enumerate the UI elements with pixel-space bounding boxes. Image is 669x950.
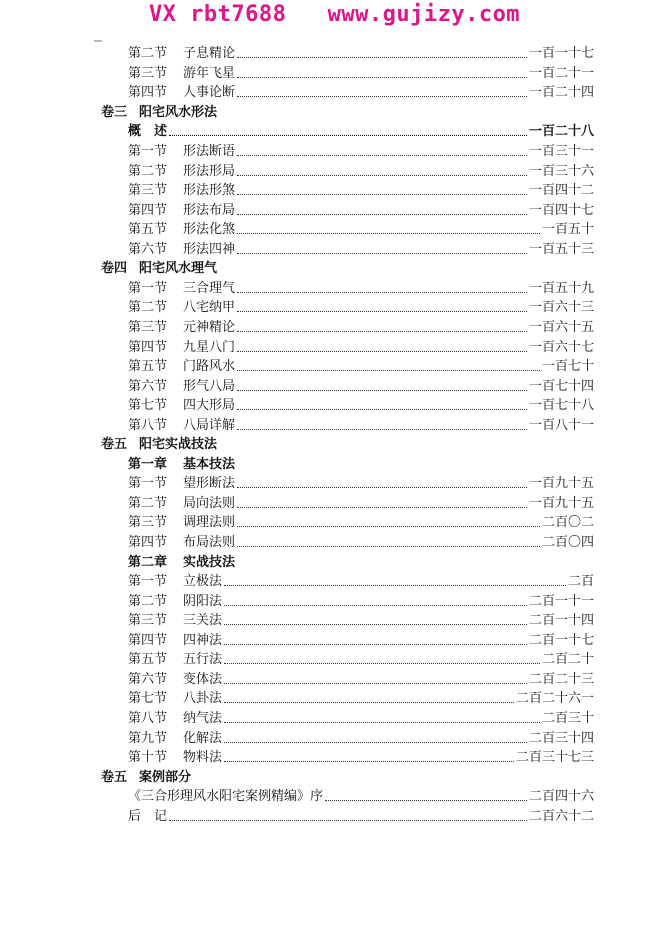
toc-entry-title: 八局详解 bbox=[183, 417, 236, 433]
dot-leader bbox=[237, 292, 527, 293]
dot-leader bbox=[224, 683, 527, 684]
toc-entry-page: 一百二十一 bbox=[528, 65, 594, 81]
toc-entry bbox=[128, 200, 594, 220]
toc-entry-number: 第二章 bbox=[128, 554, 168, 570]
toc-entry-page: 二百六十二 bbox=[528, 808, 594, 824]
toc-entry-number: 卷三 bbox=[101, 104, 128, 120]
toc-entry bbox=[128, 670, 594, 690]
dot-leader bbox=[237, 390, 527, 391]
toc-entry bbox=[128, 161, 594, 181]
toc-entry-title: 物料法 bbox=[183, 750, 223, 766]
toc-entry bbox=[128, 494, 594, 514]
toc-entry-number: 第三节 bbox=[128, 515, 168, 531]
toc-entry-number: 卷四 bbox=[101, 261, 128, 277]
dot-leader bbox=[224, 585, 566, 586]
dot-leader bbox=[237, 77, 527, 78]
toc-entry-page: 一百七十 bbox=[541, 359, 594, 375]
toc-entry-title: 《三合形理风水阳宅案例精编》序 bbox=[128, 789, 324, 805]
toc-entry-page: 二百〇二 bbox=[541, 515, 594, 531]
dot-leader bbox=[237, 546, 540, 547]
dot-leader bbox=[237, 155, 527, 156]
toc-entry-title: 形法布局 bbox=[183, 202, 236, 218]
toc-entry-page: 一百五十九 bbox=[528, 280, 594, 296]
toc-entry-title: 形法化煞 bbox=[183, 222, 236, 238]
dot-leader bbox=[237, 487, 527, 488]
toc-entry-title: 五行法 bbox=[183, 652, 223, 668]
toc-entry-title: 基本技法 bbox=[183, 456, 236, 472]
toc-entry-page: 一百二十八 bbox=[528, 124, 594, 140]
toc-entry-number: 第一节 bbox=[128, 574, 168, 590]
toc-entry-page: 一百四十二 bbox=[528, 183, 594, 199]
toc-entry-page: 一百六十五 bbox=[528, 319, 594, 335]
toc-entry bbox=[128, 415, 594, 435]
toc-entry bbox=[128, 220, 594, 240]
toc-entry-title: 实战技法 bbox=[183, 554, 236, 570]
toc-chapter-heading bbox=[128, 455, 594, 475]
toc-entry-title: 形法形局 bbox=[183, 163, 236, 179]
toc-entry-page: 二百一十四 bbox=[528, 613, 594, 629]
toc-entry-page: 一百一十七 bbox=[528, 46, 594, 62]
toc-entry-number: 第五节 bbox=[128, 359, 168, 375]
toc-entry-number: 第四节 bbox=[128, 535, 168, 551]
toc-entry bbox=[128, 318, 594, 338]
toc-volume-heading bbox=[101, 259, 594, 279]
dot-leader bbox=[224, 663, 540, 664]
toc-entry-title: 形法四神 bbox=[183, 241, 236, 257]
toc-entry-title: 九星八门 bbox=[183, 339, 236, 355]
toc-entry-title: 阴阳法 bbox=[183, 593, 223, 609]
toc-entry-number: 卷五 bbox=[101, 769, 128, 785]
toc-entry-number: 第三节 bbox=[128, 183, 168, 199]
toc-entry-page: 二百二十三 bbox=[528, 671, 594, 687]
dot-leader bbox=[224, 624, 527, 625]
dot-leader bbox=[169, 820, 527, 821]
toc-entry-number: 卷五 bbox=[101, 437, 128, 453]
toc-entry-title: 阳宅实战技法 bbox=[139, 437, 218, 453]
toc-entry-number: 第六节 bbox=[128, 671, 168, 687]
toc-entry bbox=[128, 376, 594, 396]
toc-entry bbox=[128, 83, 594, 103]
toc-entry-title: 四神法 bbox=[183, 632, 223, 648]
dot-leader bbox=[224, 702, 514, 703]
toc-entry-page: 二百二十六一 bbox=[515, 691, 594, 707]
toc-entry bbox=[128, 728, 594, 748]
toc-entry-title: 元神精论 bbox=[183, 319, 236, 335]
toc-volume-heading bbox=[101, 103, 594, 123]
toc-entry bbox=[128, 533, 594, 553]
dot-leader bbox=[224, 742, 527, 743]
toc-entry-number: 第四节 bbox=[128, 339, 168, 355]
toc-entry-number: 第九节 bbox=[128, 730, 168, 746]
toc-entry-title: 形法断语 bbox=[183, 144, 236, 160]
toc-entry-title: 局向法则 bbox=[183, 495, 236, 511]
dot-leader bbox=[237, 253, 527, 254]
dot-leader bbox=[237, 233, 540, 234]
toc-entry-number: 后 记 bbox=[128, 808, 168, 824]
toc-entry-number: 第二节 bbox=[128, 46, 168, 62]
toc-entry-number: 第一章 bbox=[128, 456, 168, 472]
toc-entry-page: 二百三十四 bbox=[528, 730, 594, 746]
toc-entry-page: 二百 bbox=[567, 574, 594, 590]
dot-leader bbox=[237, 311, 527, 312]
toc-entry-page: 二百二十 bbox=[541, 652, 594, 668]
toc-entry-title: 子息精论 bbox=[183, 46, 236, 62]
dot-leader bbox=[237, 409, 527, 410]
dot-leader bbox=[237, 194, 527, 195]
toc-entry-page: 一百四十七 bbox=[528, 202, 594, 218]
toc-entry bbox=[128, 709, 594, 729]
toc-entry-title: 四大形局 bbox=[183, 398, 236, 414]
toc-entry-number: 第四节 bbox=[128, 85, 168, 101]
toc-entry bbox=[128, 591, 594, 611]
toc-entry bbox=[128, 279, 594, 299]
toc-entry-number: 第六节 bbox=[128, 378, 168, 394]
toc-entry-page: 一百五十 bbox=[541, 222, 594, 238]
toc-entry-number: 第五节 bbox=[128, 222, 168, 238]
toc-entry-title: 三合理气 bbox=[183, 280, 236, 296]
dot-leader bbox=[224, 644, 527, 645]
toc-entry-page: 一百九十五 bbox=[528, 476, 594, 492]
toc-entry-page: 二百〇四 bbox=[541, 535, 594, 551]
dot-leader bbox=[237, 429, 527, 430]
toc-entry-title: 纳气法 bbox=[183, 710, 223, 726]
toc-volume-heading bbox=[101, 435, 594, 455]
toc-entry-title: 化解法 bbox=[183, 730, 223, 746]
dot-leader bbox=[237, 214, 527, 215]
toc-entry bbox=[128, 396, 594, 416]
toc-entry bbox=[128, 572, 594, 592]
toc-entry-title: 阳宅风水理气 bbox=[139, 261, 218, 277]
toc-entry-title: 调理法则 bbox=[183, 515, 236, 531]
toc-entry-number: 第六节 bbox=[128, 241, 168, 257]
toc-entry-number: 第二节 bbox=[128, 495, 168, 511]
toc-entry-number: 第七节 bbox=[128, 398, 168, 414]
toc-entry-number: 概 述 bbox=[128, 124, 168, 140]
toc-entry bbox=[128, 611, 594, 631]
dot-leader bbox=[237, 526, 540, 527]
toc-entry-number: 第四节 bbox=[128, 202, 168, 218]
toc-volume-heading bbox=[101, 767, 594, 787]
dot-leader bbox=[237, 96, 527, 97]
toc-entry-page: 二百三十七三 bbox=[515, 750, 594, 766]
toc-entry bbox=[128, 748, 594, 768]
toc-entry-page: 二百一十七 bbox=[528, 632, 594, 648]
toc-chapter-heading bbox=[128, 552, 594, 572]
toc-entry-number: 第一节 bbox=[128, 280, 168, 296]
dot-leader bbox=[224, 605, 527, 606]
toc-entry bbox=[128, 122, 594, 142]
toc-entry-number: 第三节 bbox=[128, 613, 168, 629]
toc-entry-number: 第五节 bbox=[128, 652, 168, 668]
toc-entry-title: 变体法 bbox=[183, 671, 223, 687]
dot-leader bbox=[237, 57, 527, 58]
dot-leader bbox=[224, 722, 540, 723]
toc-entry-number: 第八节 bbox=[128, 417, 168, 433]
toc-entry-number: 第三节 bbox=[128, 319, 168, 335]
toc-entry bbox=[128, 357, 594, 377]
toc-entry bbox=[128, 142, 594, 162]
toc-entry-number: 第二节 bbox=[128, 300, 168, 316]
toc-entry-number: 第二节 bbox=[128, 163, 168, 179]
dot-leader bbox=[169, 135, 527, 136]
toc-entry bbox=[128, 806, 594, 826]
toc-entry-title: 八卦法 bbox=[183, 691, 223, 707]
toc-entry bbox=[128, 513, 594, 533]
toc-entry-number: 第一节 bbox=[128, 144, 168, 160]
toc-entry bbox=[128, 689, 594, 709]
toc-entry-page: 一百七十四 bbox=[528, 378, 594, 394]
scan-smudge bbox=[94, 40, 102, 42]
dot-leader bbox=[237, 331, 527, 332]
toc-entry bbox=[128, 240, 594, 260]
toc-entry-number: 第十节 bbox=[128, 750, 168, 766]
toc-entry-title: 三关法 bbox=[183, 613, 223, 629]
toc-entry bbox=[128, 631, 594, 651]
toc-entry-page: 一百五十三 bbox=[528, 241, 594, 257]
toc-entry-title: 布局法则 bbox=[183, 535, 236, 551]
toc-entry-title: 阳宅风水形法 bbox=[139, 104, 218, 120]
toc-entry-title: 形法形煞 bbox=[183, 183, 236, 199]
toc-entry-page: 一百三十六 bbox=[528, 163, 594, 179]
dot-leader bbox=[224, 761, 514, 762]
dot-leader bbox=[237, 507, 527, 508]
toc-entry-page: 一百七十八 bbox=[528, 398, 594, 414]
toc-entry-number: 第七节 bbox=[128, 691, 168, 707]
dot-leader bbox=[237, 351, 527, 352]
toc-entry bbox=[128, 787, 594, 807]
toc-entry-page: 二百一十一 bbox=[528, 593, 594, 609]
toc-entry bbox=[128, 298, 594, 318]
toc-entry-title: 望形断法 bbox=[183, 476, 236, 492]
dot-leader bbox=[237, 370, 540, 371]
toc-entry-number: 第八节 bbox=[128, 710, 168, 726]
toc-entry-page: 一百八十一 bbox=[528, 417, 594, 433]
toc-entry-title: 八宅纳甲 bbox=[183, 300, 236, 316]
dot-leader bbox=[325, 800, 527, 801]
toc-entry-page: 一百六十七 bbox=[528, 339, 594, 355]
watermark-banner: VX rbt7688 www.gujizy.com bbox=[148, 2, 521, 27]
toc-entry-page: 一百九十五 bbox=[528, 495, 594, 511]
dot-leader bbox=[237, 175, 527, 176]
toc-entry-page: 一百三十一 bbox=[528, 144, 594, 160]
toc-entry-number: 第三节 bbox=[128, 65, 168, 81]
toc-entry-title: 立极法 bbox=[183, 574, 223, 590]
toc-entry-number: 第一节 bbox=[128, 476, 168, 492]
toc-entry bbox=[128, 474, 594, 494]
toc-entry-title: 门路风水 bbox=[183, 359, 236, 375]
toc-entry bbox=[128, 337, 594, 357]
toc-entry bbox=[128, 64, 594, 84]
toc-entry-page: 一百六十三 bbox=[528, 300, 594, 316]
toc-entry-title: 游年飞星 bbox=[183, 65, 236, 81]
toc-entry-page: 二百四十六 bbox=[528, 789, 594, 805]
toc-entry-number: 第四节 bbox=[128, 632, 168, 648]
toc-entry bbox=[128, 44, 594, 64]
toc-entry-title: 人事论断 bbox=[183, 85, 236, 101]
toc-entry-page: 二百三十 bbox=[541, 710, 594, 726]
toc-entry bbox=[128, 181, 594, 201]
toc-entry-number: 第二节 bbox=[128, 593, 168, 609]
toc-entry-page: 一百二十四 bbox=[528, 85, 594, 101]
toc-entry-title: 形气八局 bbox=[183, 378, 236, 394]
toc-entry bbox=[128, 650, 594, 670]
toc-entry-title: 案例部分 bbox=[139, 769, 192, 785]
